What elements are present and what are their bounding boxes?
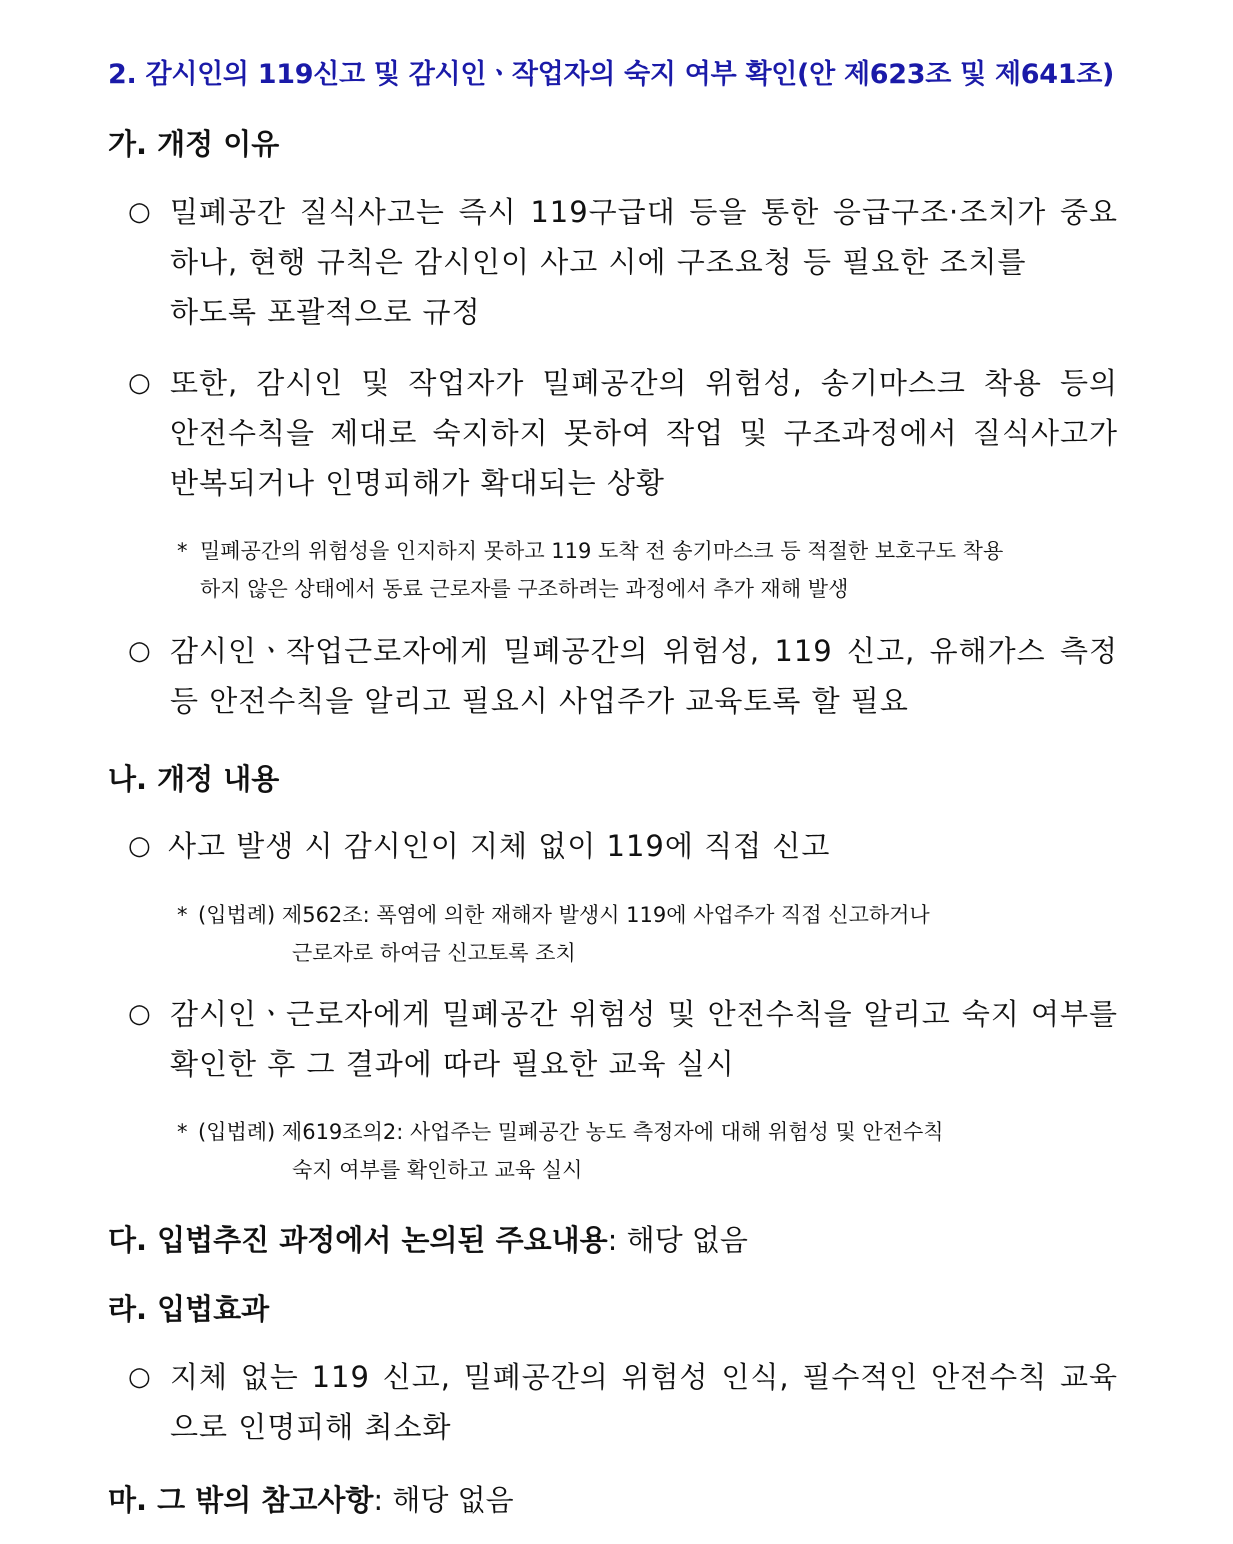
content-note-2-line-2: 숙지 여부를 확인하고 교육 실시	[292, 1158, 583, 1182]
content-note-1-line-2: 근로자로 하여금 신고토록 조치	[292, 941, 576, 965]
heading-legislative-discussion	[108, 1218, 748, 1259]
note-asterisk-icon: *	[177, 539, 188, 563]
reason-paragraph-1	[170, 187, 1118, 337]
text-line: 지체 없는 119 신고, 밀폐공간의 위험성 인식, 필수적인 안전수칙 교육	[170, 1360, 1118, 1394]
bullet-circle-icon: ○	[128, 831, 151, 861]
heading-value: : 해당 없음	[607, 1223, 748, 1257]
reason-note	[200, 532, 1003, 608]
bullet-circle-icon: ○	[128, 368, 151, 398]
content-paragraph-2	[170, 989, 1118, 1089]
text-line: 으로 인명피해 최소화	[170, 1410, 452, 1444]
content-note-1-line-1: (입법례) 제562조: 폭염에 의한 재해자 발생시 119에 사업주가 직접 신고하거나	[198, 903, 930, 927]
text-line: 사고 발생 시 감시인이 지체 없이 119에 직접 신고	[168, 829, 831, 863]
text-line: 감시인ㆍ근로자에게 밀폐공간 위험성 및 안전수칙을 알리고 숙지 여부를	[170, 997, 1118, 1031]
effect-paragraph	[170, 1352, 1118, 1452]
text-line: 하나, 현행 규칙은 감시인이 사고 시에 구조요청 등 필요한 조치를	[170, 245, 1027, 279]
text-line: 반복되거나 인명피해가 확대되는 상황	[170, 466, 665, 500]
text-line: 등 안전수칙을 알리고 필요시 사업주가 교육토록 할 필요	[170, 684, 909, 718]
note-asterisk-icon: *	[177, 903, 188, 927]
text-line: 밀폐공간 질식사고는 즉시 119구급대 등을 통한 응급구조·조치가 중요	[170, 195, 1118, 229]
note-line: 밀폐공간의 위험성을 인지하지 못하고 119 도착 전 송기마스크 등 적절한 보호구도 착용	[200, 539, 1004, 563]
heading-other-references	[108, 1478, 514, 1519]
heading-legislative-effect: 라. 입법효과	[108, 1292, 270, 1326]
bullet-circle-icon: ○	[128, 197, 151, 227]
text-line: 또한, 감시인 및 작업자가 밀폐공간의 위험성, 송기마스크 착용 등의	[170, 366, 1118, 400]
heading-text: 다. 입법추진 과정에서 논의된 주요내용	[108, 1223, 608, 1257]
heading-value: : 해당 없음	[373, 1483, 514, 1517]
reason-paragraph-2	[170, 358, 1118, 508]
heading-amendment-content: 나. 개정 내용	[108, 762, 280, 796]
heading-text: 마. 그 밖의 참고사항	[108, 1483, 374, 1517]
reason-paragraph-3	[170, 626, 1118, 726]
text-line: 감시인ㆍ작업근로자에게 밀폐공간의 위험성, 119 신고, 유해가스 측정	[170, 634, 1118, 668]
bullet-circle-icon: ○	[128, 999, 151, 1029]
content-note-2-line-1: (입법례) 제619조의2: 사업주는 밀폐공간 농도 측정자에 대해 위험성 및 안전수칙	[198, 1120, 944, 1144]
note-line: 하지 않은 상태에서 동료 근로자를 구조하려는 과정에서 추가 재해 발생	[200, 577, 849, 601]
content-paragraph-1	[168, 821, 830, 871]
note-asterisk-icon: *	[177, 1120, 188, 1144]
text-line: 안전수칙을 제대로 숙지하지 못하여 작업 및 구조과정에서 질식사고가	[170, 416, 1118, 450]
bullet-circle-icon: ○	[128, 636, 151, 666]
bullet-circle-icon: ○	[128, 1362, 151, 1392]
heading-amendment-reason: 가. 개정 이유	[108, 127, 280, 161]
text-line: 확인한 후 그 결과에 따라 필요한 교육 실시	[170, 1047, 735, 1081]
document-title: 2. 감시인의 119신고 및 감시인ㆍ작업자의 숙지 여부 확인(안 제623조 및 제641조)	[108, 59, 1115, 90]
text-line: 하도록 포괄적으로 규정	[170, 295, 481, 329]
